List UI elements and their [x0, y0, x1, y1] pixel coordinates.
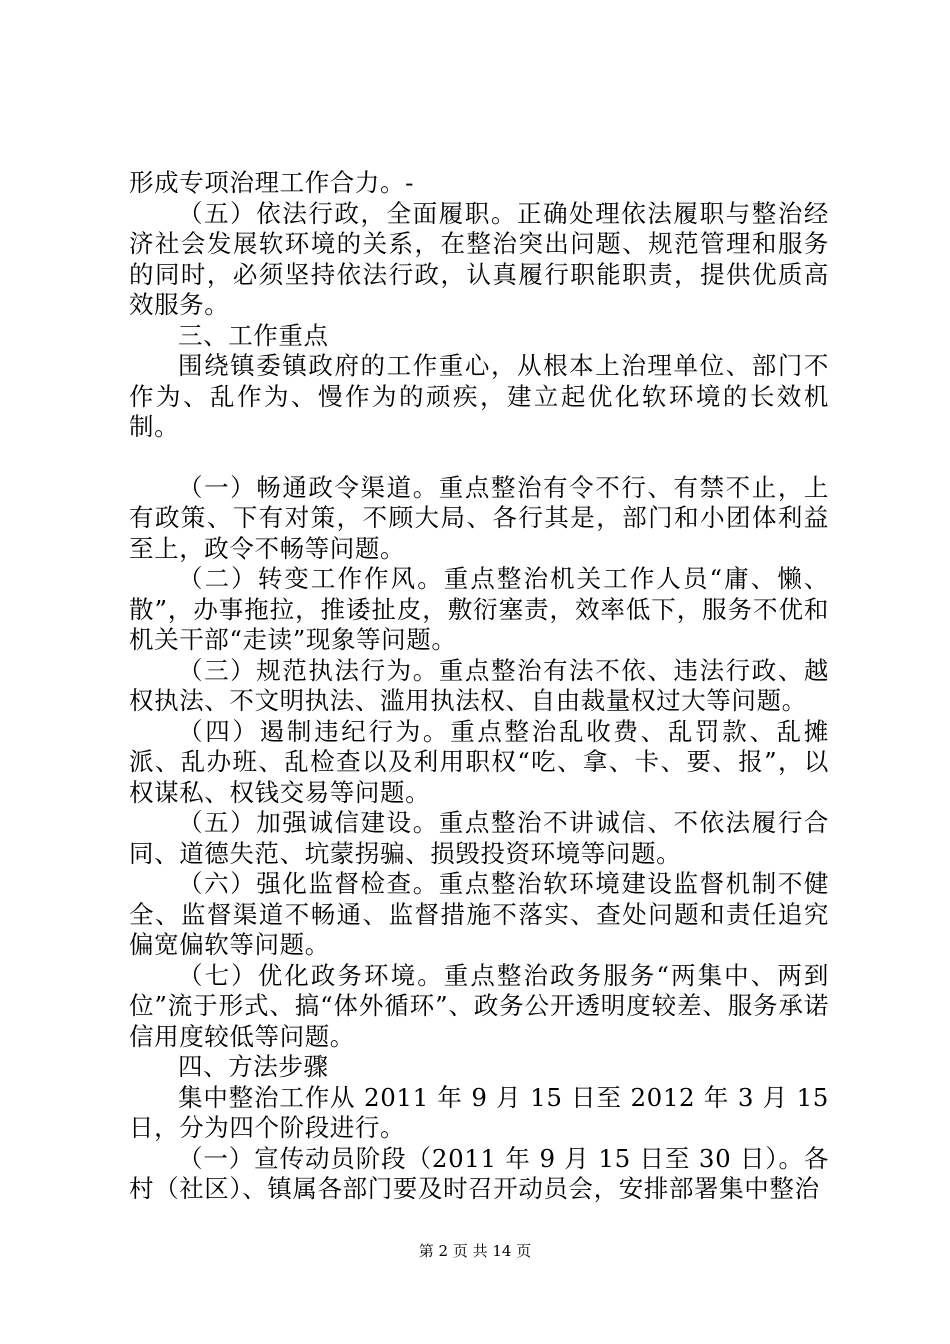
heading-section-4: 四、方法步骤: [178, 1052, 329, 1081]
page-number-footer: 第 2 页 共 14 页: [418, 1242, 532, 1260]
paragraph-continuation: 形成专项治理工作合力。-: [129, 168, 414, 197]
paragraph-section-3-item-7: （七）优化政务环境。重点整治政务服务“两集中、两到位”流于形式、搞“体外循环”、政务公开透明度较差、服务承诺信用度较低等问题。: [129, 960, 829, 1051]
paragraph-gap: [129, 443, 829, 473]
paragraph-section-3-intro: 围绕镇委镇政府的工作重心，从根本上治理单位、部门不作为、乱作为、慢作为的顽疾，建立起优化软环境的长效机制。: [129, 351, 829, 441]
paragraph-section-3-item-4: （四）遏制违纪行为。重点整治乱收费、乱罚款、乱摊派、乱办班、乱检查以及利用职权“吃、拿、卡、要、报”，以权谋私、权钱交易等问题。: [129, 716, 829, 807]
paragraph-section-4-item-1: （一）宣传动员阶段（2011 年 9 月 15 日至 30 日）。各村（社区）、镇属各部门要及时召开动员会，安排部署集中整治: [129, 1143, 829, 1203]
document-body: [129, 168, 829, 1205]
heading-section-3: 三、工作重点: [178, 320, 329, 350]
paragraph-section-2-item-5: （五）依法行政，全面履职。正确处理依法履职与整治经济社会发展软环境的关系，在整治突出问题、规范管理和服务的同时，必须坚持依法行政，认真履行职能职责，提供优质高效服务。: [129, 198, 829, 319]
paragraph-section-3-item-5: （五）加强诚信建设。重点整治不讲诚信、不依法履行合同、道德失范、坑蒙拐骗、损毁投资环境等问题。: [129, 808, 829, 868]
paragraph-section-4-intro: 集中整治工作从 2011 年 9 月 15 日至 2012 年 3 月 15 日，分为四个阶段进行。: [129, 1082, 829, 1142]
paragraph-section-3-item-6: （六）强化监督检查。重点整治软环境建设监督机制不健全、监督渠道不畅通、监督措施不落实、查处问题和责任追究偏宽偏软等问题。: [129, 869, 829, 959]
paragraph-section-3-item-1: （一）畅通政令渠道。重点整治有令不行、有禁不止，上有政策、下有对策，不顾大局、各行其是，部门和小团体利益至上，政令不畅等问题。: [129, 472, 829, 563]
paragraph-section-3-item-2: （二）转变工作作风。重点整治机关工作人员“庸、懒、散”，办事拖拉，推诿扯皮，敷衍塞责，效率低下，服务不优和机关干部“走读”现象等问题。: [129, 564, 829, 654]
paragraph-section-3-item-3: （三）规范执法行为。重点整治有法不依、违法行政、越权执法、不文明执法、滥用执法权、自由裁量权过大等问题。: [129, 655, 829, 715]
